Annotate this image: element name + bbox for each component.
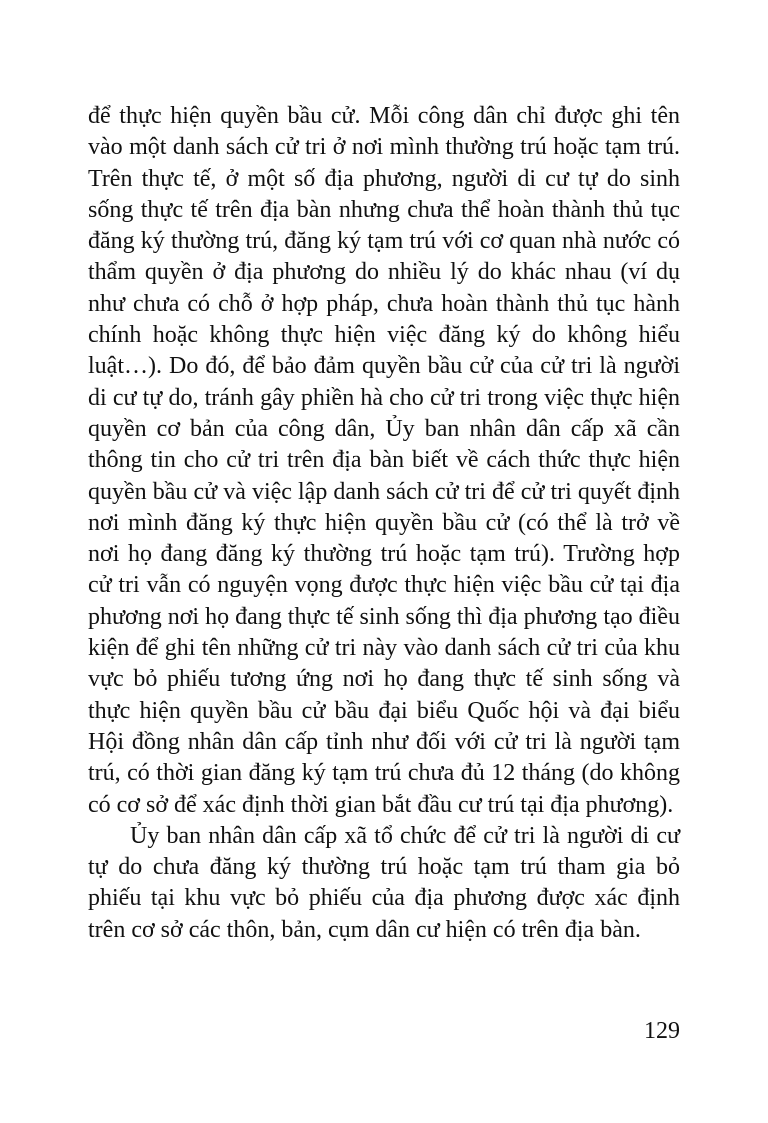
page-number: 129 — [644, 1018, 680, 1044]
body-paragraph-1: để thực hiện quyền bầu cử. Mỗi công dân chỉ được ghi tên vào một danh sách cử tri ở nơi mình thường trú hoặc tạm trú. Trên thực tế, ở một số địa phương, người di cư tự do sinh sống thực tế trên địa bàn nhưng chưa thể hoàn thành thủ tục đăng ký thường trú, đăng ký tạm trú với cơ quan nhà nước có thẩm quyền ở địa phương do nhiều lý do khác nhau (ví dụ như chưa có chỗ ở hợp pháp, chưa hoàn thành thủ tục hành chính hoặc không thực hiện việc đăng ký do không hiểu luật…). Do đó, để bảo đảm quyền bầu cử của cử tri là người di cư tự do, tránh gây phiền hà cho cử tri trong việc thực hiện quyền cơ bản của công dân, Ủy ban nhân dân cấp xã cần thông tin cho cử tri trên địa bàn biết về cách thức thực hiện quyền bầu cử và việc lập danh sách cử tri để cử tri quyết định nơi mình đăng ký thực hiện quyền bầu cử (có thể là trở về nơi họ đang đăng ký thường trú hoặc tạm trú). Trường hợp cử tri vẫn có nguyện vọng được thực hiện việc bầu cử tại địa phương nơi họ đang thực tế sinh sống thì địa phương tạo điều kiện để ghi tên những cử tri này vào danh sách cử tri của khu vực bỏ phiếu tương ứng nơi họ đang thực tế sinh sống và thực hiện quyền bầu cử bầu đại biểu Quốc hội và đại biểu Hội đồng nhân dân cấp tỉnh như đối với cử tri là người tạm trú, có thời gian đăng ký tạm trú chưa đủ 12 tháng (do không có cơ sở để xác định thời gian bắt đầu cư trú tại địa phương). — [88, 103, 680, 818]
document-page — [88, 101, 680, 1101]
body-paragraph-2: Ủy ban nhân dân cấp xã tổ chức để cử tri là người di cư tự do chưa đăng ký thường trú hoặc tạm trú tham gia bỏ phiếu tại khu vực bỏ phiếu của địa phương được xác định trên cơ sở các thôn, bản, cụm dân cư hiện có trên địa bàn. — [88, 822, 680, 943]
